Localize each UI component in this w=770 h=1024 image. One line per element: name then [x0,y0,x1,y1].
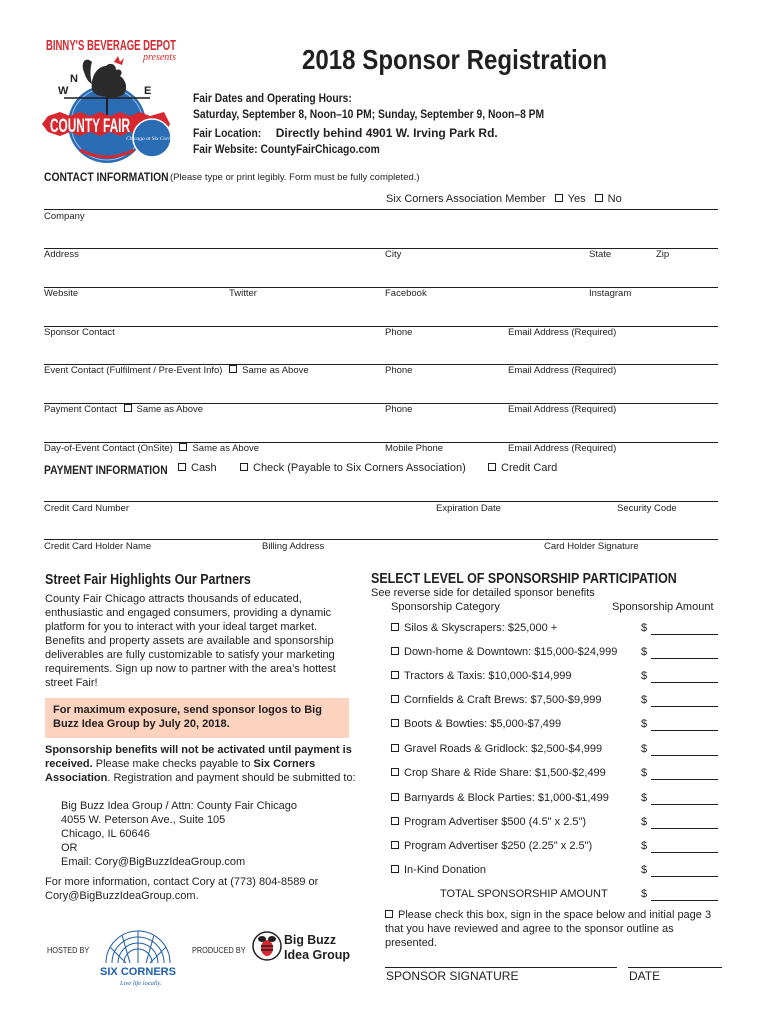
tier-currency: $ [641,646,648,658]
member-question-row [386,193,622,205]
tier-checkbox[interactable] [391,623,399,631]
tier-label: Barnyards & Block Parties: $1,000-$1,499 [404,792,609,804]
company-label: Company [44,211,85,222]
member-no-checkbox[interactable] [595,194,603,202]
agreement-checkbox[interactable] [385,910,393,918]
zip-label: Zip [656,249,670,260]
total-amount-field[interactable] [651,900,718,901]
address-field[interactable] [44,248,718,249]
payment-contact-row [44,404,203,415]
address-line: Chicago, IL 60646 [61,828,150,840]
tier-label: Silos & Skyscrapers: $25,000 + [404,622,558,634]
tier-label: Boots & Bowties: $5,000-$7,499 [404,718,562,730]
more-info: For more information, contact Cory at (773) 804-8589 or Cory@BigBuzzIdeaGroup.com. [45,876,319,902]
page-title: 2018 Sponsor Registration [302,44,608,75]
payment-heading: PAYMENT INFORMATION [44,463,168,477]
compass-e: E [144,85,152,97]
card-number-label: Credit Card Number [44,503,129,514]
sponsor-email-label: Email Address (Required) [508,327,617,338]
benefits-tail: . Registration and payment should be submitted to: [107,772,356,784]
tier-currency: $ [641,622,648,634]
produced-by-label: PRODUCED BY [192,945,246,955]
day-of-same-checkbox[interactable] [179,443,187,451]
instagram-label: Instagram [589,288,632,299]
agreement-text: Please check this box, sign in the space below and initial page 3 that you have reviewed and agree to the sponsor outline as presented. [385,909,712,949]
tier-amount-field[interactable] [651,828,718,829]
tier-checkbox[interactable] [391,768,399,776]
sponsorship-tier [391,718,561,730]
tier-currency: $ [641,840,648,852]
sponsorship-tier [391,743,602,755]
tier-amount-field[interactable] [651,706,718,707]
card-number-field[interactable] [44,501,718,502]
payment-same-checkbox[interactable] [124,404,132,412]
callout-text: For maximum exposure, send sponsor logos to Big Buzz Idea Group by July 20, 2018. [53,704,322,730]
col-amount-header: Sponsorship Amount [612,601,714,613]
tier-amount-field[interactable] [651,876,718,877]
website-label: Website [44,288,79,299]
state-label: State [589,249,612,260]
highlights-body: County Fair Chicago attracts thousands of educated, enthusiastic and engaged consumers, providing a dynamic platform for you to interact with your ideal target market. Benefits and property assets are available and sponsorship deliverables are fully customizable to satisfy your marketing requirements. Sign up now to partner with the area’s hottest street Fair! [45,593,336,689]
benefits-payee: Six Corners Association [45,758,316,784]
big-buzz-logo [252,929,356,965]
tier-currency: $ [641,816,648,828]
tier-checkbox[interactable] [391,671,399,679]
tier-checkbox[interactable] [391,841,399,849]
company-field[interactable] [44,209,718,210]
sponsor-contact-label: Sponsor Contact [44,327,115,338]
big-buzz-line2: Idea Group [284,947,351,962]
tier-checkbox[interactable] [391,865,399,873]
day-of-same-label: Same as Above [192,443,260,454]
payment-email-label: Email Address (Required) [508,404,617,415]
fair-location-value: Directly behind 4901 W. Irving Park Rd. [275,126,498,140]
sponsorship-tier [391,792,609,804]
address-label: Address [44,249,79,260]
contact-note: (Please type or print legibly. Form must be fully completed.) [170,172,420,183]
billing-address-label: Billing Address [262,541,325,552]
event-same-checkbox[interactable] [229,365,237,373]
fair-location-label: Fair Location: [193,126,262,140]
tier-currency: $ [641,694,648,706]
tier-amount-field[interactable] [651,779,718,780]
card-signature-label: Card Holder Signature [544,541,639,552]
logo-seal-text: Chicago at Six Corners [126,136,178,142]
member-no-label: No [607,193,622,205]
six-corners-logo [100,917,180,991]
sponsorship-subnote: See reverse side for detailed sponsor benefits [371,587,595,599]
fair-dates-value: Saturday, September 8, Noon–10 PM; Sunday, September 9, Noon–8 PM [193,107,545,121]
payment-same-label: Same as Above [136,404,204,415]
total-currency: $ [641,888,648,900]
county-fair-logo [40,32,182,172]
tier-amount-field[interactable] [651,852,718,853]
payment-instructions [45,743,357,785]
tier-checkbox[interactable] [391,793,399,801]
tier-label: Down-home & Downtown: $15,000-$24,999 [404,646,618,658]
tier-checkbox[interactable] [391,817,399,825]
payment-method-row [178,462,217,474]
credit-label: Credit Card [501,462,558,474]
benefits-bold: Sponsorship benefits will not be activated until payment is received. [45,744,352,770]
day-of-contact-row [44,443,259,454]
sponsor-signature-label: SPONSOR SIGNATURE [386,969,519,983]
tier-currency: $ [641,718,648,730]
payment-contact-label: Payment Contact [44,404,117,415]
big-buzz-emblem [252,929,356,965]
tier-checkbox[interactable] [391,744,399,752]
col-category-header: Sponsorship Category [391,601,500,613]
member-yes-label: Yes [567,193,586,205]
expiration-label: Expiration Date [436,503,501,514]
address-line: Email: Cory@BigBuzzIdeaGroup.com [61,856,246,868]
tier-amount-field[interactable] [651,730,718,731]
sponsorship-tier [391,816,586,828]
event-contact-row [44,365,309,376]
sponsorship-tier [391,840,592,852]
six-corners-tagline: Live life locally. [120,980,162,987]
tier-checkbox[interactable] [391,719,399,727]
date-label: DATE [629,969,661,983]
logo-deadline-callout [45,698,349,738]
sponsorship-tier [391,864,486,876]
mobile-phone-label: Mobile Phone [385,443,444,454]
sponsorship-tier [391,694,602,706]
agreement-block [385,908,720,950]
compass-w: W [58,85,69,97]
mailing-address [61,799,361,869]
card-holder-label: Credit Card Holder Name [44,541,152,552]
logo-brand-text: BINNY'S BEVERAGE DEPOT [46,38,177,54]
city-label: City [385,249,402,260]
cash-checkbox[interactable] [178,463,186,471]
tier-label: Gravel Roads & Gridlock: $2,500-$4,999 [404,743,603,755]
member-yes-checkbox[interactable] [555,194,563,202]
tier-currency: $ [641,743,648,755]
tier-currency: $ [641,792,648,804]
sponsorship-tier [391,622,557,634]
check-label: Check (Payable to Six Corners Association) [253,462,466,474]
sponsor-signature-field[interactable] [385,967,617,968]
tier-label: Tractors & Taxis: $10,000-$14,999 [404,670,572,682]
tier-currency: $ [641,670,648,682]
credit-checkbox[interactable] [488,463,496,471]
logo-graphic [40,32,182,172]
tier-label: Program Advertiser $500 (4.5" x 2.5") [404,816,587,828]
event-contact-label: Event Contact (Fulfilment / Pre-Event Info) [44,365,223,376]
tier-label: In-Kind Donation [404,864,486,876]
address-line: Big Buzz Idea Group / Attn: County Fair Chicago [61,800,298,812]
facebook-label: Facebook [385,288,427,299]
twitter-label: Twitter [229,288,257,299]
tier-amount-field[interactable] [651,634,718,635]
tier-label: Program Advertiser $250 (2.25" x 2.5") [404,840,593,852]
payment-phone-label: Phone [385,404,413,415]
six-corners-text: SIX CORNERS [100,966,176,978]
contact-heading: CONTACT INFORMATION [44,170,169,184]
big-buzz-line1: Big Buzz [284,932,337,947]
fair-website: Fair Website: CountyFairChicago.com [193,142,380,156]
event-same-label: Same as Above [242,365,309,376]
event-phone-label: Phone [385,365,413,376]
sponsorship-heading: SELECT LEVEL OF SPONSORSHIP PARTICIPATION [371,571,677,587]
security-code-label: Security Code [617,503,677,514]
sponsorship-tier [391,767,606,779]
day-of-email-label: Email Address (Required) [508,443,617,454]
fair-dates-label: Fair Dates and Operating Hours: [193,91,352,105]
cash-label: Cash [191,462,217,474]
logo-presents-text: presents [143,52,176,63]
member-question-label: Six Corners Association Member [386,193,546,205]
tier-currency: $ [641,767,648,779]
tier-amount-field[interactable] [651,755,718,756]
tier-label: Crop Share & Ride Share: $1,500-$2,499 [404,767,606,779]
address-line: OR [61,842,78,854]
compass-n: N [70,73,78,85]
sponsorship-tier [391,646,617,658]
event-email-label: Email Address (Required) [508,365,617,376]
sponsor-contact-field[interactable] [44,326,718,327]
tier-amount-field[interactable] [651,682,718,683]
sponsorship-tier [391,670,572,682]
sponsor-phone-label: Phone [385,327,413,338]
tier-checkbox[interactable] [391,695,399,703]
logo-event-text: COUNTY FAIR [50,116,131,137]
hosted-by-label: HOSTED BY [47,945,90,955]
card-holder-field[interactable] [44,539,718,540]
benefits-text: Please make checks payable to [92,758,254,770]
address-line: 4055 W. Peterson Ave., Suite 105 [61,814,226,826]
tier-label: Cornfields & Craft Brews: $7,500-$9,999 [404,694,602,706]
tier-checkbox[interactable] [391,647,399,655]
highlights-heading: Street Fair Highlights Our Partners [45,572,251,588]
day-of-contact-label: Day-of-Event Contact (OnSite) [44,443,173,454]
date-field[interactable] [628,967,722,968]
tier-amount-field[interactable] [651,804,718,805]
total-label: TOTAL SPONSORSHIP AMOUNT [440,888,608,900]
check-checkbox[interactable] [240,463,248,471]
six-corners-emblem [100,917,180,991]
tier-amount-field[interactable] [651,658,718,659]
tier-currency: $ [641,864,648,876]
